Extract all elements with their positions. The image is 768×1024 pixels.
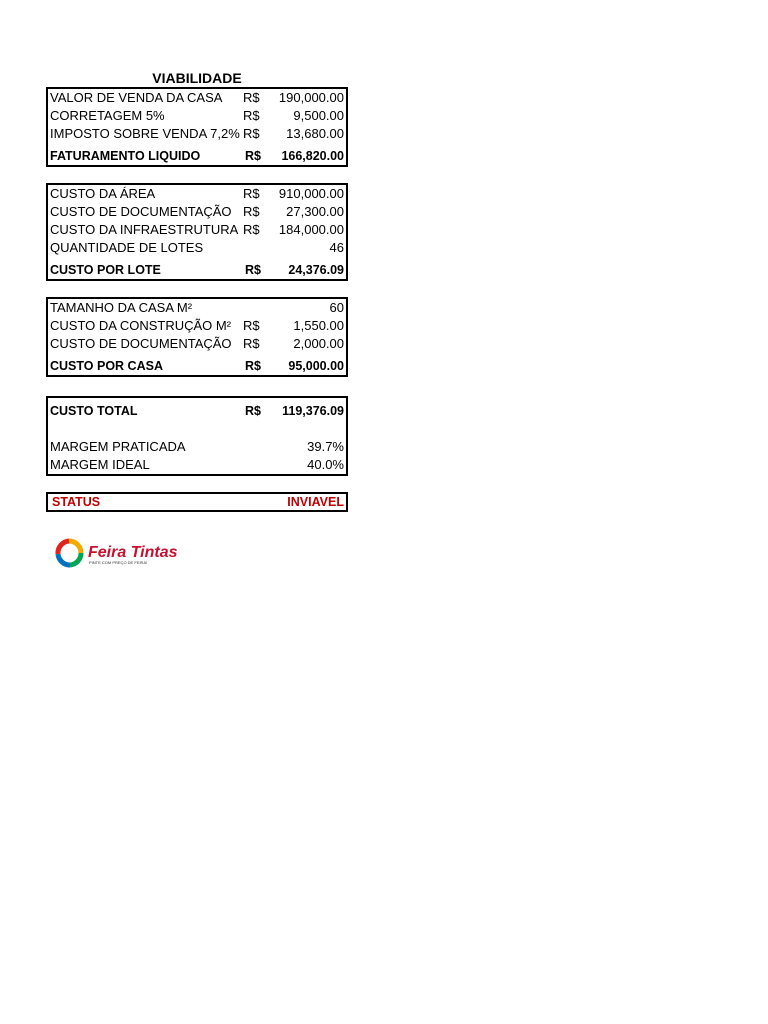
row-currency: R$ — [243, 90, 260, 105]
status-row — [48, 494, 346, 510]
total-row — [48, 353, 346, 375]
row-value: 1,550.00 — [293, 318, 344, 333]
table-row — [48, 335, 346, 353]
row-currency: R$ — [243, 204, 260, 219]
row-label: QUANTIDADE DE LOTES — [50, 240, 204, 255]
row-currency: R$ — [243, 222, 260, 237]
row-label: IMPOSTO SOBRE VENDA 7,2% — [50, 126, 240, 141]
house-cost-table — [46, 297, 348, 377]
margin-row — [48, 438, 346, 456]
margin-value: 39.7% — [307, 439, 344, 454]
row-value: 46 — [329, 240, 344, 255]
total-label: CUSTO POR LOTE — [50, 263, 161, 277]
row-label: CUSTO DA ÁREA — [50, 186, 156, 201]
table-row — [48, 221, 346, 239]
lot-cost-table — [46, 183, 348, 281]
table-row — [48, 239, 346, 257]
revenue-table — [46, 87, 348, 167]
row-currency: R$ — [243, 186, 260, 201]
total-currency: R$ — [245, 263, 261, 277]
status-value: INVIAVEL — [287, 495, 344, 509]
row-currency: R$ — [243, 126, 260, 141]
table-row — [48, 299, 346, 317]
row-label: CORRETAGEM 5% — [50, 108, 165, 123]
margin-label: MARGEM PRATICADA — [50, 439, 186, 454]
row-value: 2,000.00 — [293, 336, 344, 351]
margin-value: 40.0% — [307, 457, 344, 472]
row-label: CUSTO DA CONSTRUÇÃO M² — [50, 318, 232, 333]
feira-tintas-logo — [55, 538, 185, 570]
row-value: 184,000.00 — [278, 222, 344, 237]
table-row — [48, 107, 346, 125]
logo-tagline: PINTE COM PREÇO DE FEIRA! — [89, 560, 148, 565]
total-currency: R$ — [245, 149, 261, 163]
sheet-title: VIABILIDADE — [152, 70, 242, 86]
row-label: CUSTO DE DOCUMENTAÇÃO — [50, 204, 232, 219]
row-value: 27,300.00 — [286, 204, 344, 219]
total-cost-value: 119,376.09 — [282, 404, 344, 418]
table-row — [48, 89, 346, 107]
row-label: TAMANHO DA CASA M² — [50, 300, 193, 315]
status-label: STATUS — [52, 495, 101, 509]
row-value: 910,000.00 — [278, 186, 344, 201]
table-row — [48, 125, 346, 143]
total-row — [48, 257, 346, 279]
row-currency: R$ — [243, 108, 260, 123]
row-value: 9,500.00 — [293, 108, 344, 123]
table-row — [48, 203, 346, 221]
logo-brand-text: Feira Tintas — [88, 544, 178, 561]
total-cost-currency: R$ — [245, 404, 261, 418]
logo-ring-icon — [58, 541, 81, 565]
row-label: CUSTO DE DOCUMENTAÇÃO — [50, 336, 232, 351]
spacer-row — [48, 420, 346, 438]
total-row — [48, 143, 346, 165]
total-cost-row — [48, 398, 346, 420]
table-row — [48, 317, 346, 335]
margin-row — [48, 456, 346, 474]
margin-label: MARGEM IDEAL — [50, 457, 150, 472]
status-box — [46, 492, 348, 512]
total-label: CUSTO POR CASA — [50, 359, 163, 373]
total-value: 166,820.00 — [281, 149, 344, 163]
total-value: 95,000.00 — [288, 359, 344, 373]
row-label: VALOR DE VENDA DA CASA — [50, 90, 223, 105]
row-value: 190,000.00 — [278, 90, 344, 105]
total-label: FATURAMENTO LIQUIDO — [50, 149, 201, 163]
table-row — [48, 185, 346, 203]
row-value: 13,680.00 — [286, 126, 344, 141]
row-currency: R$ — [243, 336, 260, 351]
row-label: CUSTO DA INFRAESTRUTURA — [50, 222, 239, 237]
total-currency: R$ — [245, 359, 261, 373]
row-currency: R$ — [243, 318, 260, 333]
row-value: 60 — [329, 300, 344, 315]
total-cost-label: CUSTO TOTAL — [50, 404, 138, 418]
total-value: 24,376.09 — [288, 263, 344, 277]
summary-table — [46, 396, 348, 476]
